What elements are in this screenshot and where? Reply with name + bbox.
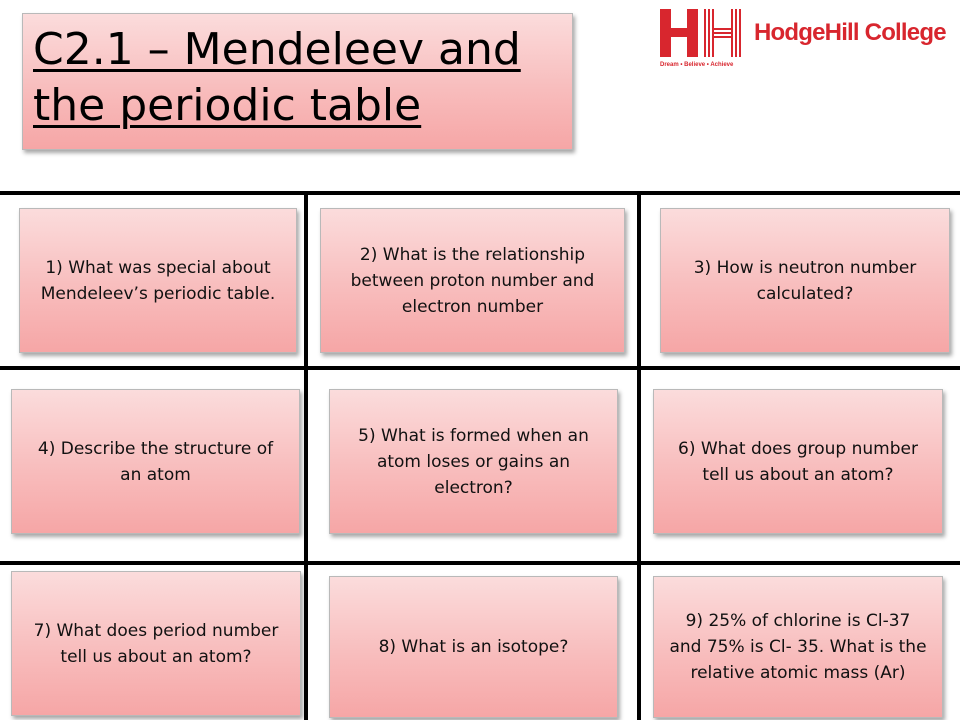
grid-line-vertical-2 xyxy=(637,191,641,720)
question-card-2 xyxy=(320,208,625,353)
question-text: 6) What does group number tell us about an atom? xyxy=(678,438,918,485)
question-card-8 xyxy=(329,576,618,718)
college-tagline: Dream • Believe • Achieve xyxy=(660,62,734,68)
question-text: 1) What was special about Mendeleev’s periodic table. xyxy=(40,257,276,304)
grid-line-middle-2 xyxy=(0,561,960,565)
page-title xyxy=(33,22,563,134)
title-line-1: C2.1 – Mendeleev and xyxy=(33,24,521,75)
question-card-6 xyxy=(653,389,943,534)
title-box xyxy=(22,13,573,150)
college-name: HodgeHill College xyxy=(754,19,946,46)
hh-logo-icon xyxy=(658,5,748,61)
question-text: 3) How is neutron number calculated? xyxy=(693,257,917,304)
question-text: 5) What is formed when an atom loses or gains an electron? xyxy=(358,425,589,498)
grid-line-vertical-1 xyxy=(304,191,308,720)
question-text: 2) What is the relationship between proton number and electron number xyxy=(350,244,595,317)
question-text: 4) Describe the structure of an atom xyxy=(37,438,274,485)
grid-line-top xyxy=(0,191,960,195)
question-card-1 xyxy=(19,208,297,353)
grid-line-middle-1 xyxy=(0,366,960,370)
question-card-7 xyxy=(11,571,301,716)
question-text: 8) What is an isotope? xyxy=(378,637,569,657)
title-line-2: the periodic table xyxy=(33,80,422,131)
question-card-4 xyxy=(11,389,300,534)
question-card-9 xyxy=(653,576,943,718)
question-text: 7) What does period number tell us about an atom? xyxy=(33,620,279,667)
college-logo xyxy=(658,5,958,75)
question-card-3 xyxy=(660,208,950,353)
question-card-5 xyxy=(329,389,618,534)
question-text: 9) 25% of chlorine is Cl-37 and 75% is Cl- 35. What is the relative atomic mass (Ar) xyxy=(669,611,927,683)
